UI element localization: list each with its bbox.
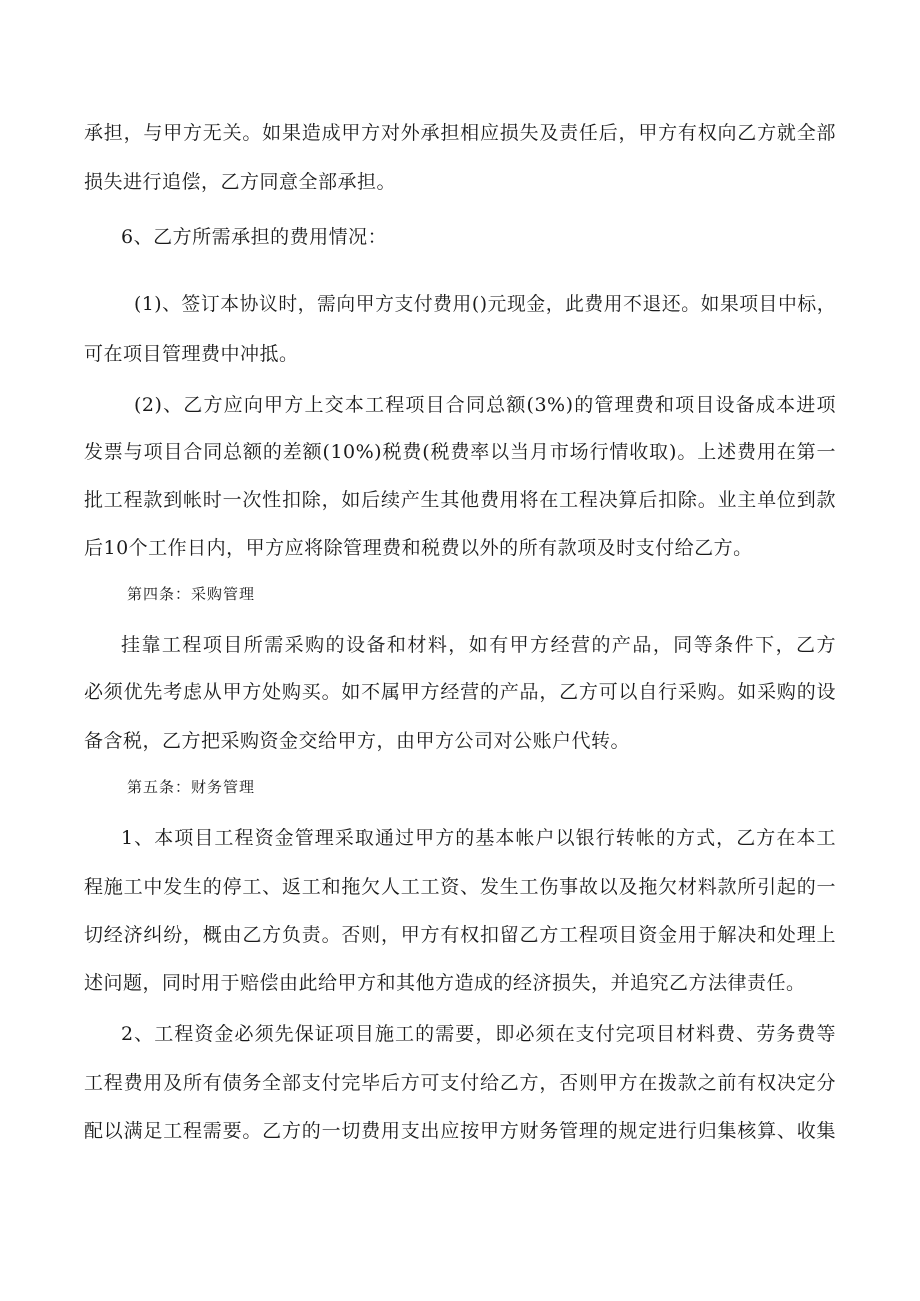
paragraph-line: 程施工中发生的停工、返工和拖欠人工工资、发生工伤事故以及拖欠材料款所引起的一 — [84, 876, 836, 898]
paragraph-line: 述问题，同时用于赔偿由此给甲方和其他方造成的经济损失，并追究乙方法律责任。 — [84, 972, 806, 994]
paragraph-line: 批工程款到帐时一次性扣除，如后续产生其他费用将在工程决算后扣除。业主单位到款 — [84, 489, 836, 511]
paragraph-line: 可在项目管理费中冲抵。 — [84, 343, 299, 365]
paragraph-line: 切经济纠纷，概由乙方负责。否则，甲方有权扣留乙方工程项目资金用于解决和处理上 — [84, 924, 836, 946]
paragraph-line: (2)、乙方应向甲方上交本工程项目合同总额(3%)的管理费和项目设备成本进项 — [134, 394, 836, 416]
paragraph-line: 损失进行追偿，乙方同意全部承担。 — [84, 171, 397, 193]
paragraph-line: 发票与项目合同总额的差额(10%)税费(税费率以当月市场行情收取)。上述费用在第一 — [84, 441, 836, 463]
paragraph-line: 1、本项目工程资金管理采取通过甲方的基本帐户以银行转帐的方式，乙方在本工 — [121, 827, 836, 849]
paragraph-line: 备含税，乙方把采购资金交给甲方，由甲方公司对公账户代转。 — [84, 730, 631, 752]
paragraph-line: 后10个工作日内，甲方应将除管理费和税费以外的所有款项及时支付给乙方。 — [84, 537, 753, 559]
clause-heading: 6、乙方所需承担的费用情况： — [121, 226, 388, 248]
paragraph-line: 配以满足工程需要。乙方的一切费用支出应按甲方财务管理的规定进行归集核算、收集 — [84, 1120, 836, 1142]
section-heading: 第五条：财务管理 — [127, 778, 256, 796]
paragraph-line: 承担，与甲方无关。如果造成甲方对外承担相应损失及责任后，甲方有权向乙方就全部 — [84, 122, 836, 144]
paragraph-line: (1)、签订本协议时，需向甲方支付费用()元现金，此费用不退还。如果项目中标， — [134, 294, 836, 315]
section-heading: 第四条：采购管理 — [127, 585, 256, 603]
paragraph-line: 必须优先考虑从甲方处购买。如不属甲方经营的产品，乙方可以自行采购。如采购的设 — [84, 681, 836, 703]
paragraph-line: 工程费用及所有债务全部支付完毕后方可支付给乙方，否则甲方在拨款之前有权决定分 — [84, 1072, 836, 1094]
paragraph-line: 挂靠工程项目所需采购的设备和材料，如有甲方经营的产品，同等条件下，乙方 — [121, 634, 836, 656]
paragraph-line: 2、工程资金必须先保证项目施工的需要，即必须在支付完项目材料费、劳务费等 — [121, 1023, 836, 1045]
